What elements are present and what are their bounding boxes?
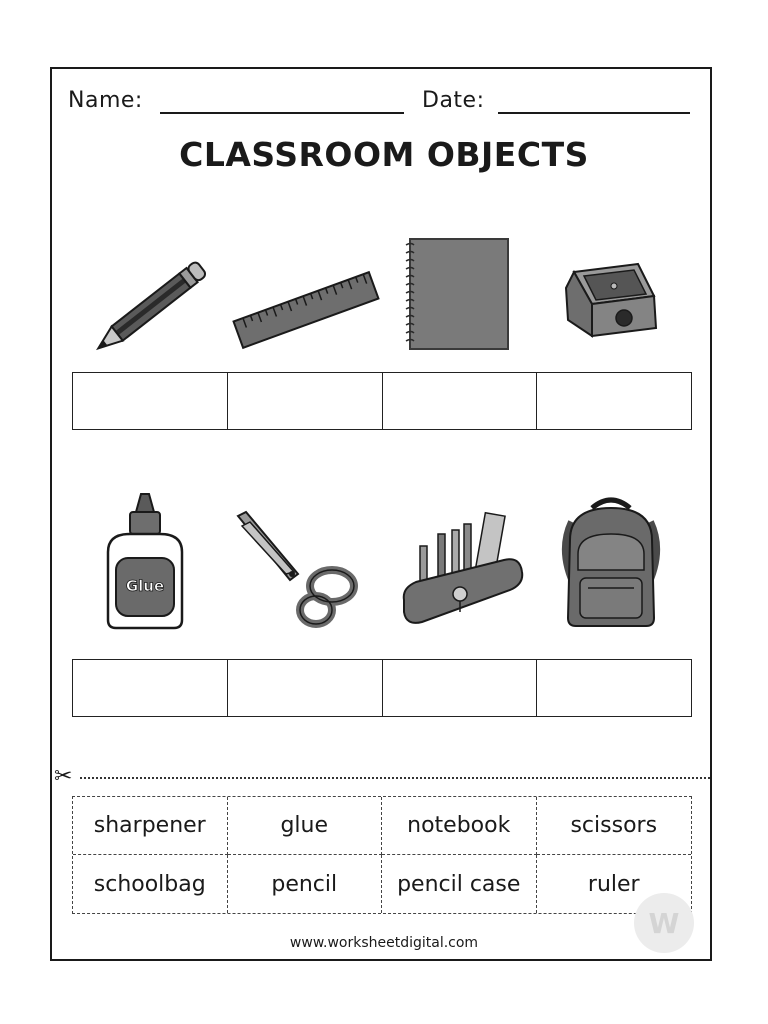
- scissors-cut-icon: ✂: [54, 764, 73, 789]
- word-card[interactable]: notebook: [382, 797, 537, 855]
- pencil-icon: [90, 248, 220, 360]
- word-card[interactable]: sharpener: [73, 797, 228, 855]
- notebook-icon: [402, 235, 514, 353]
- schoolbag-icon: [556, 492, 666, 630]
- answer-box[interactable]: [383, 660, 538, 716]
- watermark-logo: W: [634, 893, 694, 953]
- word-card[interactable]: schoolbag: [73, 855, 228, 913]
- word-card[interactable]: pencil case: [382, 855, 537, 913]
- answer-row-1: [72, 372, 692, 430]
- word-bank: [72, 796, 692, 914]
- scissors-icon: [232, 508, 364, 632]
- answer-box[interactable]: [537, 660, 691, 716]
- header: [68, 86, 692, 118]
- word-card[interactable]: glue: [228, 797, 383, 855]
- name-line: [160, 112, 404, 114]
- sharpener-icon: [562, 260, 662, 350]
- answer-box[interactable]: [73, 660, 228, 716]
- answer-box[interactable]: [228, 373, 383, 429]
- answer-box[interactable]: [228, 660, 383, 716]
- date-line: [498, 112, 690, 114]
- glue-label: Glue: [125, 577, 165, 595]
- answer-box[interactable]: [73, 373, 228, 429]
- answer-row-2: [72, 659, 692, 717]
- pencil-case-icon: [400, 504, 526, 632]
- answer-box[interactable]: [537, 373, 691, 429]
- cut-line: [80, 777, 710, 779]
- footer-url: www.worksheetdigital.com: [289, 935, 479, 951]
- name-label: Name:: [68, 88, 143, 113]
- answer-box[interactable]: [383, 373, 538, 429]
- word-card[interactable]: pencil: [228, 855, 383, 913]
- word-card[interactable]: scissors: [537, 797, 692, 855]
- word-card[interactable]: ruler: [587, 871, 640, 897]
- date-label: Date:: [422, 88, 485, 113]
- glue-icon: [100, 490, 190, 632]
- ruler-icon: [228, 262, 383, 357]
- page-title: CLASSROOM OBJECTS: [179, 135, 589, 174]
